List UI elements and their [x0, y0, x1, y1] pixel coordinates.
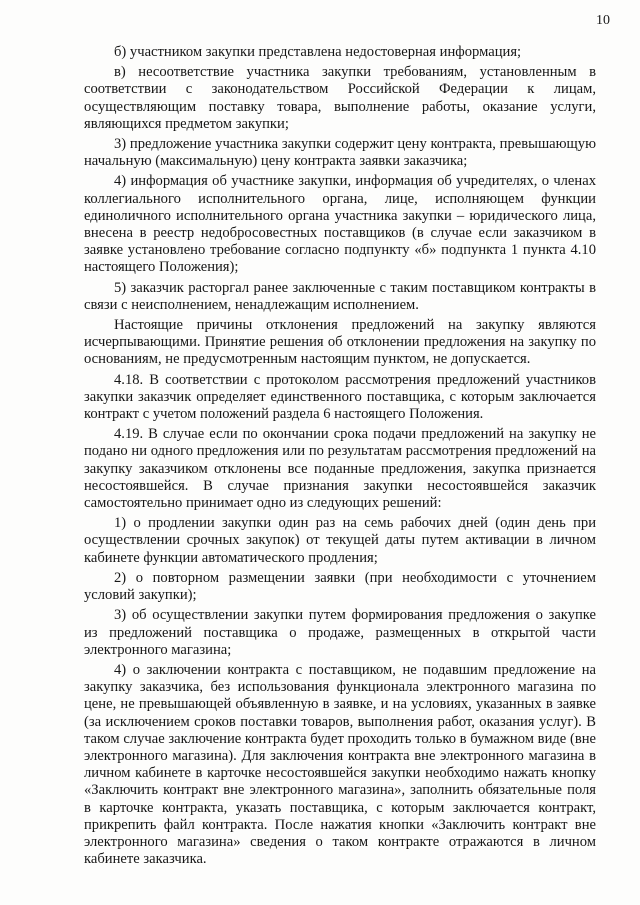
paragraph-4-19: 4.19. В случае если по окончании срока подачи предложений на закупку не подано ни одного предложения или по результатам рассмотрения предложений на закупку заказчиком отклонены все поданные предложения, закупка признается несостоявшейся. В случае признания закупки несостоявшейся заказчик самостоятельно принимает одно из следующих решений:	[84, 426, 596, 512]
paragraph-decision-2: 2) о повторном размещении заявки (при необходимости с уточнением условий закупки);	[84, 569, 596, 604]
paragraph-decision-1: 1) о продлении закупки один раз на семь рабочих дней (один день при осуществлении срочных закупок) от текущей даты путем активации в личном кабинете функции автоматического продления;	[84, 515, 596, 566]
paragraph-4-18: 4.18. В соответствии с протоколом рассмотрения предложений участников закупки заказчик определяет единственного поставщика, с которым заключается контракт с учетом положений раздела 6 настоящего Положения.	[84, 371, 596, 423]
paragraph-item-5: 5) заказчик расторгал ранее заключенные с таким поставщиком контракты в связи с неисполнением, ненадлежащим исполнением.	[84, 279, 596, 313]
paragraph-item-4: 4) информация об участнике закупки, информация об учредителях, о членах коллегиального исполнительного органа, лице, исполняющем функции единоличного исполнительного органа участника закупки – юридического лица, внесена в реестр недобросовестных поставщиков (в случае если заказчиком в заявке установлено требование согласно подпункту «б» подпункта 1 пункта 4.10 настоящего Положения);	[84, 173, 596, 276]
paragraph-item-b: б) участником закупки представлена недостоверная информация;	[114, 44, 522, 60]
paragraph-decision-4: 4) о заключении контракта с поставщиком, не подавшим предложение на закупку заказчика, без использования функционала электронного магазина по цене, не превышающей объявленную в заявке, и на условиях, указанных в заявке (за исключением сроков поставки товаров, выполнения работ, оказания услуг). В таком случае заключение контракта будет проходить только в бумажном виде (вне электронного магазина). Для заключения контракта вне электронного магазина в личном кабинете в карточке несостоявшейся закупки необходимо нажать кнопку «Заключить контракт вне электронного магазина», заполнить обязательные поля в карточке контракта, указать поставщика, с которым заключается контракт, прикрепить файл контракта. После нажатия кнопки «Заключить контракт вне электронного магазина» сведения о таком контракте отражаются в личном кабинете заказчика.	[84, 661, 596, 868]
paragraph-rejection-reasons: Настоящие причины отклонения предложений на закупку являются исчерпывающими. Принятие решения об отклонении предложения на закупку по основаниям, не предусмотренным настоящим пунктом, не допускается.	[84, 317, 596, 368]
document-body	[84, 44, 596, 871]
paragraph-decision-3: 3) об осуществлении закупки путем формирования предложения о закупке из предложений поставщика о продаже, размещенных в открытой части электронного магазина;	[84, 607, 596, 658]
page-number: 10	[596, 13, 610, 28]
paragraph-item-v: в) несоответствие участника закупки требованиям, установленным в соответствии с законодательством Российской Федерации к лицам, осуществляющим поставку товара, выполнение работы, оказание услуги, являющихся предметом закупки;	[84, 64, 596, 132]
paragraph-item-3: 3) предложение участника закупки содержит цену контракта, превышающую начальную (максимальную) цену контракта заявки заказчика;	[84, 136, 596, 170]
